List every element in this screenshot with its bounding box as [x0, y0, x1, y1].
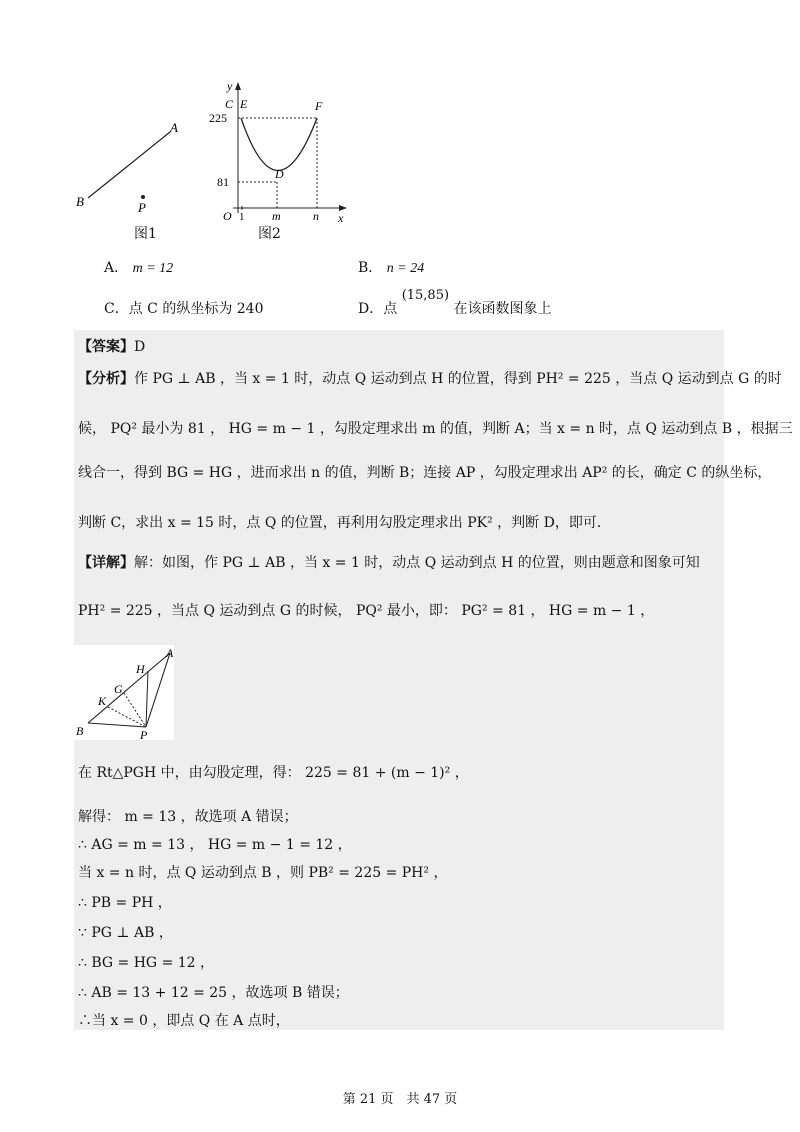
option-c-text: C．点 C 的纵坐标为 240 — [104, 301, 264, 317]
point-a-label: A — [170, 120, 178, 135]
detail-line-10 — [78, 982, 349, 1002]
label-n: n — [313, 209, 319, 223]
label-m: m — [272, 209, 281, 223]
option-a-expr: m = 12 — [132, 261, 174, 276]
detail-line-4 — [78, 806, 298, 826]
detail-text-9: ∴ BG = HG = 12 ， — [78, 955, 215, 971]
line-gp — [124, 693, 146, 727]
detail-text-1: 解：如图，作 PG ⊥ AB ，当 x = 1 时，动点 Q 运动到点 H 的位置，则由题意和图象可知 — [134, 555, 700, 571]
option-a — [104, 257, 173, 277]
detail-line-11 — [78, 1010, 290, 1030]
detail-text-5: ∴ AG = m = 13 ， HG = m − 1 = 12 ， — [78, 837, 352, 853]
label-225: 225 — [209, 111, 227, 125]
fig3-h: H — [136, 662, 145, 676]
line-hp — [146, 671, 148, 727]
analysis-line-3 — [78, 462, 771, 482]
label-81: 81 — [217, 175, 229, 189]
detail-line-7 — [78, 892, 172, 912]
option-c — [104, 298, 264, 318]
analysis-text-1: 作 PG ⊥ AB ，当 x = 1 时，动点 Q 运动到点 H 的位置，得到 PH² = 225 ，当点 Q 运动到点 G 的时 — [134, 371, 782, 387]
segment-ab — [88, 132, 170, 198]
option-b — [358, 257, 424, 277]
answer-value: D — [134, 339, 146, 355]
figure-1-caption: 图1 — [134, 226, 157, 242]
fig3-k: K — [98, 694, 107, 708]
detail-text-8: ∵ PG ⊥ AB ， — [78, 925, 173, 941]
detail-tag: 【详解】 — [78, 555, 134, 571]
analysis-text-3: 线合一，得到 BG = HG ，进而求出 n 的值，判断 B；连接 AP ，勾股定理求出 AP² 的长，确定 C 的纵坐标， — [78, 465, 772, 481]
analysis-line-1 — [78, 368, 782, 388]
detail-text-6: 当 x = n 时，点 Q 运动到点 B ，则 PB² = 225 = PH² ， — [78, 865, 448, 881]
option-b-label: B． — [358, 260, 383, 276]
detail-text-10: ∴ AB = 13 + 12 = 25 ，故选项 B 错误； — [78, 985, 349, 1001]
label-f: F — [315, 99, 323, 113]
fig3-p: P — [140, 728, 148, 740]
detail-text-2: PH² = 225 ，当点 Q 运动到点 G 的时候， PQ² 最小，即： PG² = 81 ， HG = m − 1 ， — [78, 603, 655, 619]
option-d-label: D．点 — [358, 301, 398, 317]
label-1: 1 — [239, 211, 245, 223]
option-d-rest: 在该函数图象上 — [453, 301, 552, 317]
label-y: y — [227, 79, 233, 93]
option-d — [358, 288, 552, 318]
figure-2 — [205, 78, 365, 223]
fig3-a: A — [166, 646, 174, 660]
line-kp — [108, 707, 146, 727]
label-x: x — [338, 211, 344, 223]
analysis-text-2: 候， PQ² 最小为 81 ， HG = m − 1 ，勾股定理求出 m 的值，判断 A；当 x = n 时，点 Q 运动到点 B ，根据三 — [78, 421, 793, 437]
detail-line-8 — [78, 922, 173, 942]
fig3-b: B — [76, 724, 84, 738]
detail-text-3: 在 Rt△PGH 中，由勾股定理，得： 225 = 81 + (m − 1)² ， — [78, 765, 469, 781]
option-d-coord: (15,85) — [401, 288, 450, 303]
detail-line-1 — [78, 552, 700, 572]
y-axis-arrow — [235, 82, 241, 90]
analysis-line-4 — [78, 512, 611, 532]
label-c: C — [225, 97, 234, 111]
analysis-tag: 【分析】 — [78, 371, 134, 387]
option-a-label: A． — [104, 260, 129, 276]
analysis-line-2 — [78, 418, 793, 438]
detail-line-3 — [78, 762, 469, 782]
detail-text-11: ∴当 x = 0 ，即点 Q 在 A 点时， — [78, 1013, 290, 1029]
answer-tag: 【答案】 — [78, 339, 134, 355]
point-b-label: B — [76, 194, 84, 209]
detail-line-6 — [78, 862, 447, 882]
answer-line — [78, 336, 145, 356]
curve — [241, 118, 317, 171]
label-e: E — [240, 97, 248, 111]
line-bp — [88, 723, 146, 727]
line-ab — [88, 653, 170, 723]
option-b-expr: n = 24 — [386, 261, 425, 276]
detail-line-9 — [78, 952, 214, 972]
analysis-text-4: 判断 C，求出 x = 15 时，点 Q 的位置，再利用勾股定理求出 PK² ，判断 D，即可． — [78, 515, 611, 531]
detail-line-5 — [78, 834, 352, 854]
fig3-g: G — [114, 682, 123, 696]
page-footer: 第 21 页 共 47 页 — [342, 1092, 458, 1107]
figure-3 — [74, 645, 174, 740]
point-p-label: P — [138, 200, 146, 215]
label-d: D — [275, 167, 284, 181]
detail-text-7: ∴ PB = PH ， — [78, 895, 172, 911]
line-ap — [146, 653, 170, 727]
detail-text-4: 解得： m = 13 ，故选项 A 错误； — [78, 809, 298, 825]
detail-line-2 — [78, 600, 654, 620]
figure-2-caption: 图2 — [258, 226, 281, 242]
label-o: O — [223, 209, 232, 223]
figure-1 — [70, 110, 190, 220]
point-p-dot — [141, 195, 145, 199]
